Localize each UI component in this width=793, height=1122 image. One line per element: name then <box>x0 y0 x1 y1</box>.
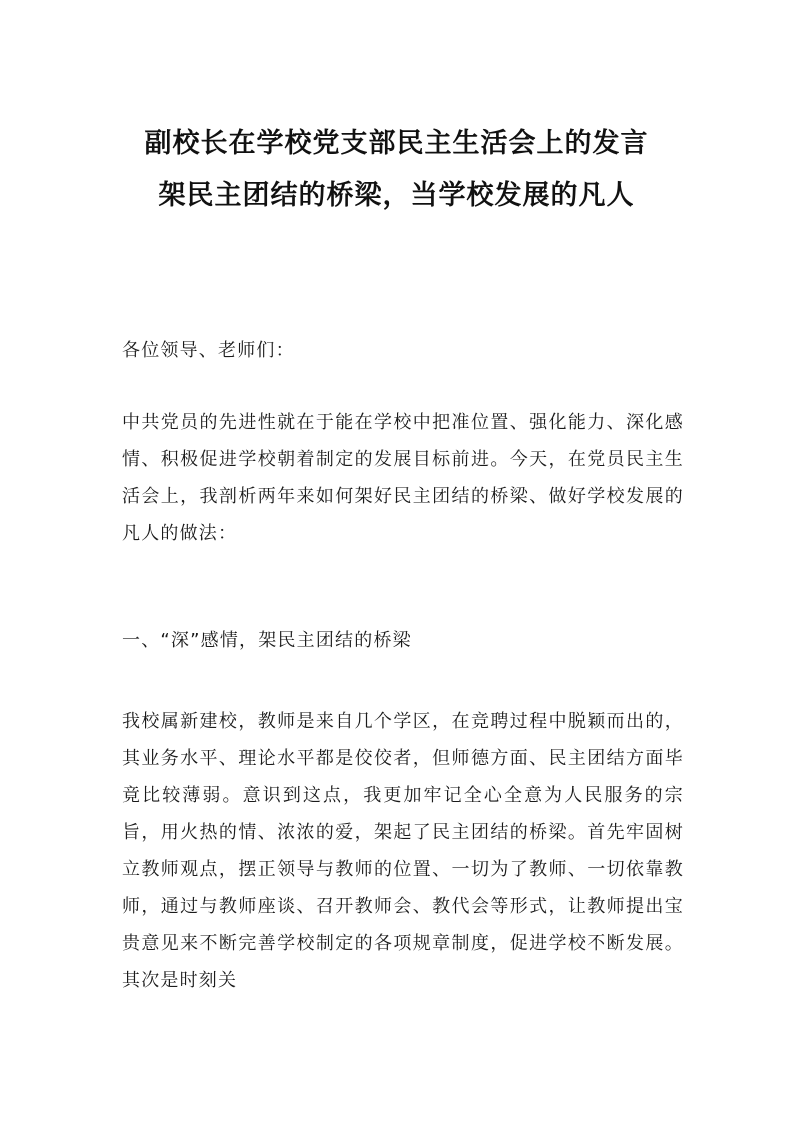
document-title-line-1: 副校长在学校党支部民主生活会上的发言 <box>144 128 649 159</box>
document-title-line-2: 架民主团结的桥梁，当学校发展的凡人 <box>158 180 635 211</box>
section-heading-1: 一、“深”感情，架民主团结的桥梁 <box>122 630 412 651</box>
paragraph-intro: 中共党员的先进性就在于能在学校中把准位置、强化能力、深化感情、积极促进学校朝着制定的发展目标前进。今天，在党员民主生活会上，我剖析两年来如何架好民主团结的桥梁、做好学校发展的凡人的做法： <box>122 412 684 544</box>
salutation: 各位领导、老师们： <box>122 340 295 361</box>
paragraph-section-1: 我校属新建校，教师是来自几个学区，在竞聘过程中脱颖而出的，其业务水平、理论水平都是佼佼者，但师德方面、民主团结方面毕竟比较薄弱。意识到这点，我更加牢记全心全意为人民服务的宗旨，用火热的情、浓浓的爱，架起了民主团结的桥梁。首先牢固树立教师观点，摆正领导与教师的位置、一切为了教师、一切依靠教师，通过与教师座谈、召开教师会、教代会等形式，让教师提出宝贵意见来不断完善学校制定的各项规章制度，促进学校不断发展。其次是时刻关 <box>122 711 684 991</box>
